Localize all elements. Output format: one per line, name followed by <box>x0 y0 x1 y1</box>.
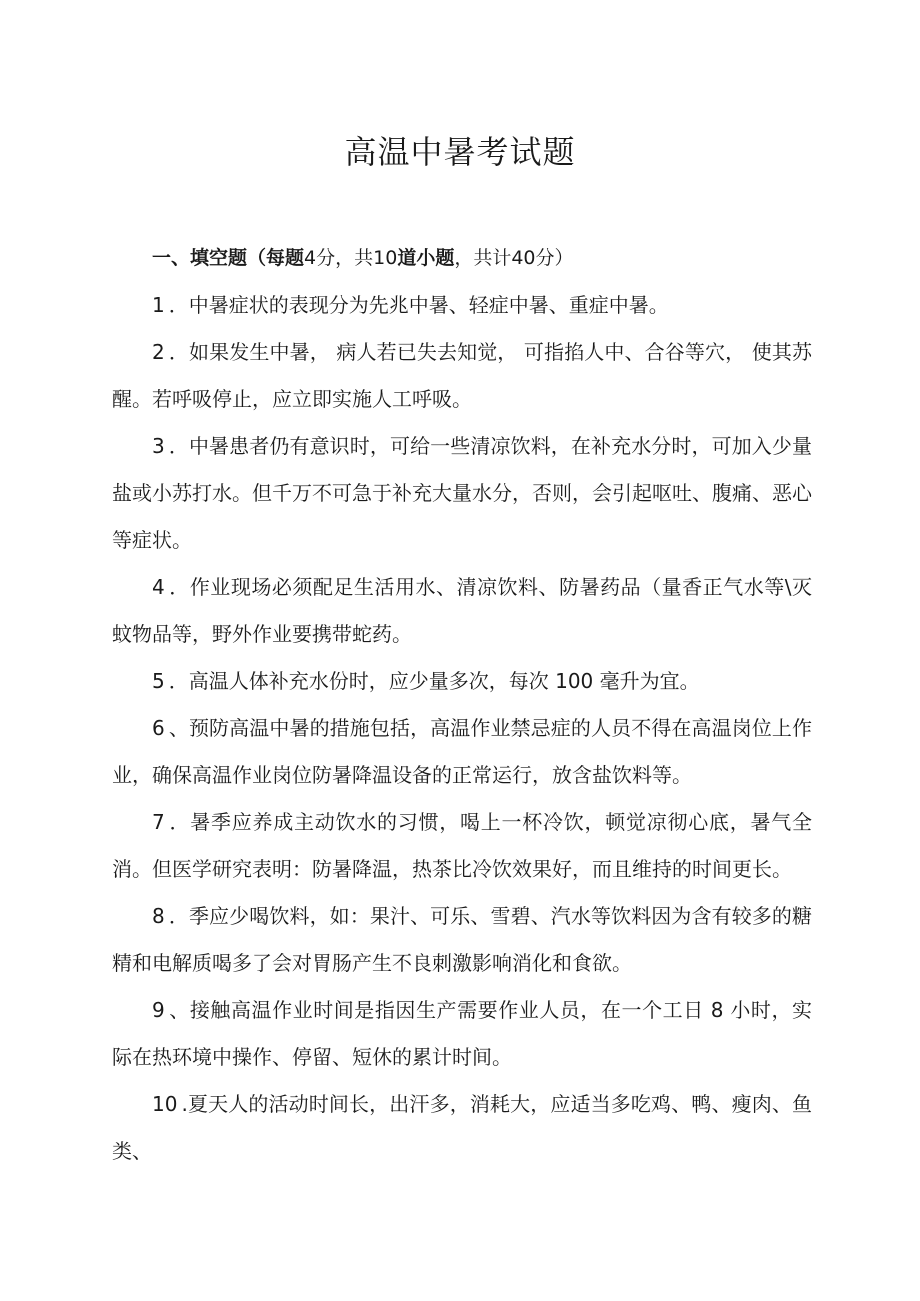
question-separator: ． <box>168 293 189 317</box>
section-heading <box>112 235 812 282</box>
question-separator: 、 <box>168 998 190 1022</box>
question-item <box>112 1081 812 1175</box>
question-item <box>112 987 812 1081</box>
question-number: 3 <box>152 434 165 458</box>
page-title: 高温中暑考试题 <box>344 133 576 171</box>
section-heading-part: 10 <box>373 247 398 269</box>
question-text: 夏天人的活动时间长，出汗多，消耗大，应适当多吃鸡、鸭、瘦肉、鱼类、 <box>112 1092 812 1163</box>
question-text: 季应少喝饮料，如：果汁、可乐、雪碧、汽水等饮料因为含有较多的糖精和电解质喝多了会对胃肠产生不良刺激影响消化和食欲。 <box>112 904 813 975</box>
question-separator: ． <box>168 340 189 364</box>
question-number: 10 <box>152 1092 178 1116</box>
question-item <box>112 658 812 705</box>
question-text: 暑季应养成主动饮水的习惯，喝上一杯冷饮，顿觉凉彻心底，暑气全消。但医学研究表明：防暑降温，热茶比冷饮效果好，而且维持的时间更长。 <box>112 810 813 881</box>
section-heading-part: 一、填空题（每题 <box>152 247 305 269</box>
document-body <box>112 235 812 1175</box>
question-text: 如果发生中暑， 病人若已失去知觉， 可指掐人中、合谷等穴， 使其苏醒。若呼吸停止，应立即实施人工呼吸。 <box>112 340 812 411</box>
question-item <box>112 329 812 423</box>
question-separator: . <box>181 1092 188 1116</box>
section-heading-part: 分） <box>535 247 574 269</box>
question-text: 预防高温中暑的措施包括，高温作业禁忌症的人员不得在高温岗位上作业，确保高温作业岗位防暑降温设备的正常运行，放含盐饮料等。 <box>112 716 813 787</box>
section-heading-part: 4 <box>304 247 317 269</box>
question-separator: ． <box>168 904 189 928</box>
question-number: 4 <box>152 575 165 599</box>
section-heading-part: 40 <box>511 247 536 269</box>
question-item <box>112 423 812 564</box>
question-item <box>112 282 812 329</box>
question-separator: ． <box>168 669 189 693</box>
section-heading-part: ，共计 <box>454 247 512 269</box>
question-number: 8 <box>152 904 165 928</box>
question-number: 5 <box>152 669 165 693</box>
section-heading-part: 分，共 <box>316 247 374 269</box>
question-item <box>112 893 812 987</box>
question-number: 9 <box>152 998 165 1022</box>
question-separator: ． <box>168 575 190 599</box>
question-text: 高温人体补充水份时，应少量多次，每次 100 毫升为宜。 <box>188 669 700 693</box>
question-number: 1 <box>152 293 165 317</box>
question-text: 作业现场必须配足生活用水、清凉饮料、防暑药品（量香正气水等\灭蚊物品等，野外作业要携带蛇药。 <box>112 575 813 646</box>
section-heading-part: 道小题 <box>397 247 455 269</box>
question-text: 中暑症状的表现分为先兆中暑、轻症中暑、重症中暑。 <box>188 293 669 317</box>
question-text: 中暑患者仍有意识时，可给一些清凉饮料，在补充水分时，可加入少量盐或小苏打水。但千万不可急于补充大量水分，否则，会引起呕吐、腹痛、恶心等症状。 <box>112 434 813 552</box>
question-number: 2 <box>152 340 165 364</box>
question-item <box>112 799 812 893</box>
question-number: 7 <box>152 810 165 834</box>
question-separator: 、 <box>168 716 189 740</box>
question-separator: ． <box>168 810 191 834</box>
question-item <box>112 564 812 658</box>
question-item <box>112 705 812 799</box>
question-separator: ． <box>168 434 189 458</box>
question-number: 6 <box>152 716 165 740</box>
question-text: 接触高温作业时间是指因生产需要作业人员，在一个工日 8 小时，实际在热环境中操作、停留、短休的累计时间。 <box>112 998 812 1069</box>
